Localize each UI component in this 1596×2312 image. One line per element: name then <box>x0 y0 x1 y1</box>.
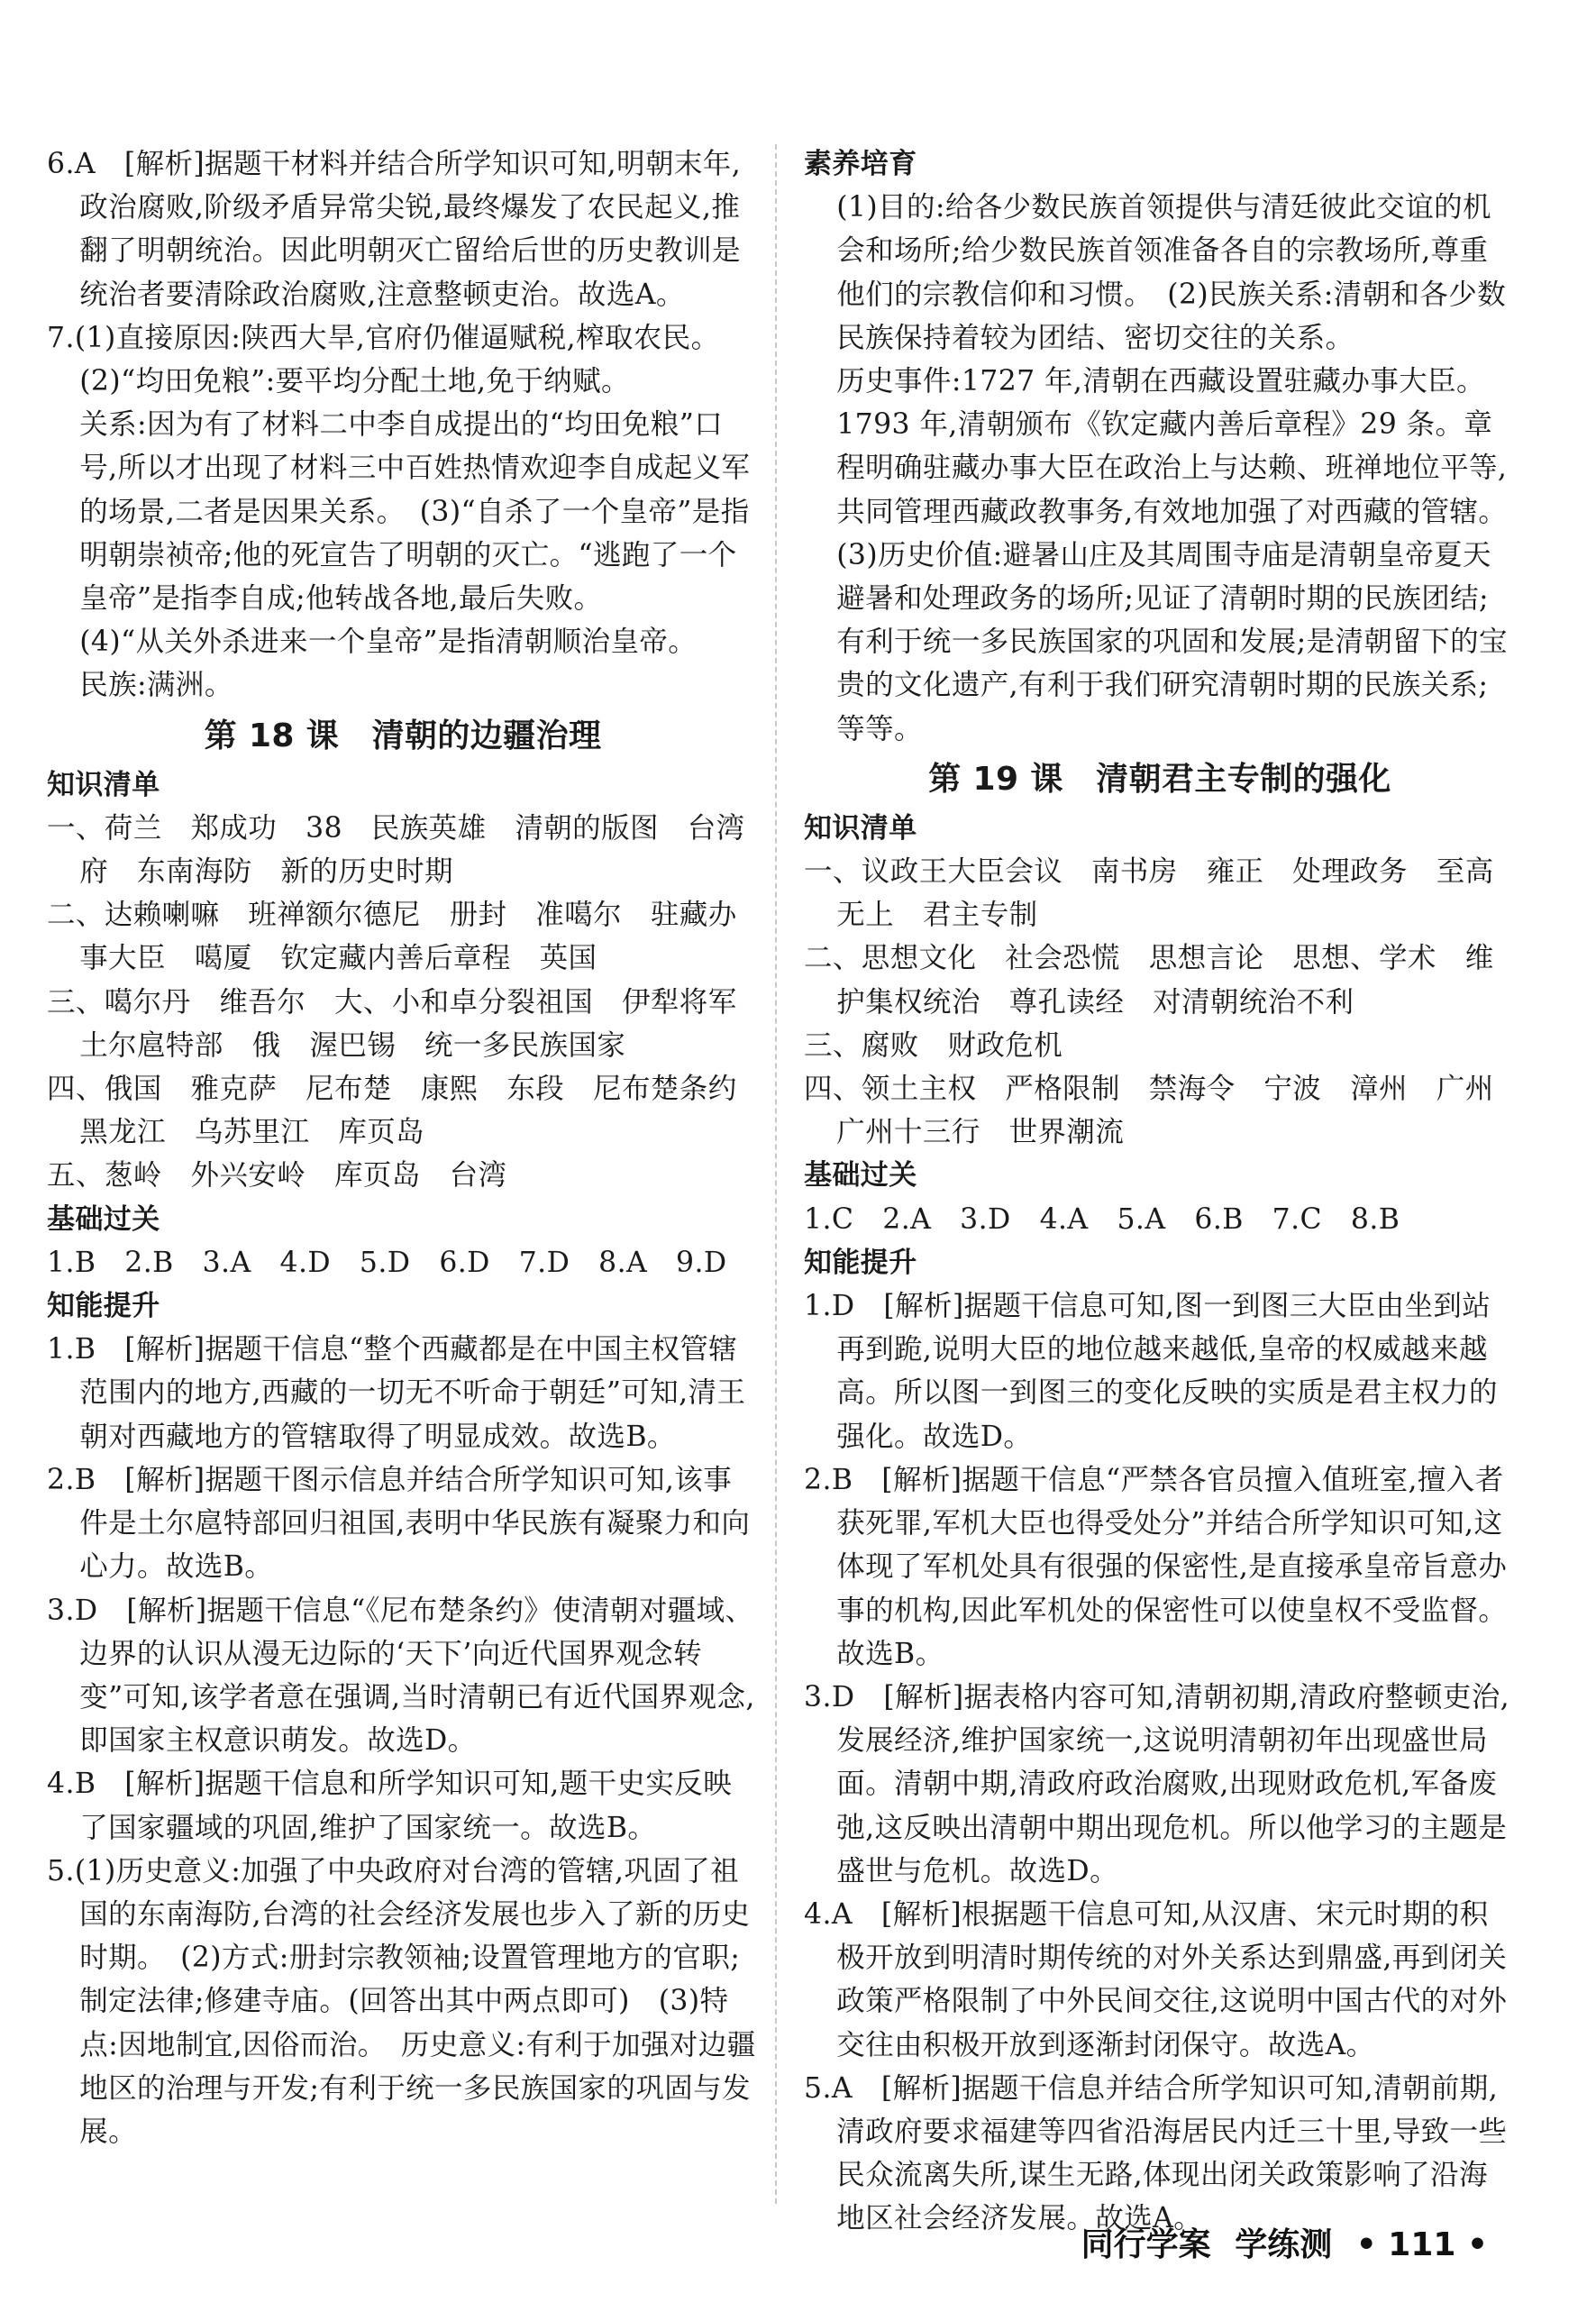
page-footer <box>1069 2219 1488 2265</box>
section-improve: 知能提升 <box>47 1290 160 1323</box>
answer-6: 6.A [解析]据题干材料并结合所学知识可知,明朝末年,政治腐败,阶级矛盾异常尖锐,最终爆发了农民起义,推翻了明朝统治。因此明朝灭亡留给后世的历史教训是统治者要清除政治腐败,注意整顿吏治。故选A。 <box>47 148 742 311</box>
answer-7-part-2: (2)“均田免粮”:要平均分配土地,免于纳赋。 <box>79 365 630 398</box>
section-basic: 基础过关 <box>804 1159 917 1193</box>
page-number: • 111 • <box>1355 2226 1488 2263</box>
improve-answer-1: 1.B [解析]据题干信息“整个西藏都是在中国主权管辖范围内的地方,西藏的一切无不听命于朝廷”可知,清王朝对西藏地方的管辖取得了明显成效。故选B。 <box>47 1333 746 1453</box>
knowledge-item-3: 三、噶尔丹 维吾尔 大、小和卓分裂祖国 伊犁将军 土尔扈特部 俄 渥巴锡 统一多民族国家 <box>47 985 766 1062</box>
lesson-19-title: 第 19 课 清朝君主专制的强化 <box>928 760 1391 798</box>
basic-answers: 1.B 2.B 3.A 4.D 5.D 6.D 7.D 8.A 9.D <box>47 1246 727 1279</box>
answer-7-relation: 关系:因为有了材料二中李自成提出的“均田免粮”口号,所以才出现了材料三中百姓热情欢迎李自成起义军的场景,二者是因果关系。 (3)“自杀了一个皇帝”是指明朝崇祯帝;他的死宣告了明朝的灭亡。“逃跑了一个皇帝”是指李自成;他转战各地,最后失败。 <box>79 408 751 616</box>
improve-answer-4: 4.B [解析]据题干信息和所学知识可知,题干史实反映了国家疆域的巩固,维护了国家统一。故选B。 <box>47 1768 733 1844</box>
knowledge-item-2: 二、达赖喇嘛 班禅额尔德尼 册封 准噶尔 驻藏办事大臣 噶厦 钦定藏内善后章程 英国 <box>47 899 737 975</box>
knowledge-item-1: 一、议政王大臣会议 南书房 雍正 处理政务 至高无上 君主专制 <box>804 855 1494 932</box>
section-literacy: 素养培育 <box>804 148 917 180</box>
improve-answer-5: 5.(1)历史意义:加强了中央政府对台湾的管辖,巩固了祖国的东南海防,台湾的社会经济发展也步入了新的历史时期。 (2)方式:册封宗教领袖;设置管理地方的官职;制定法律;修建寺庙。(回答出其中两点即可) (3)特点:因地制宜,因俗而治。 历史意义:有利于加强对边疆地区的治理与开发;有利于统一多民族国家的巩固与发展。 <box>47 1854 756 2148</box>
section-improve: 知能提升 <box>804 1246 917 1279</box>
knowledge-item-4: 四、领土主权 严格限制 禁海令 宁波 漳州 广州 广州十三行 世界潮流 <box>804 1073 1523 1149</box>
section-knowledge-list: 知识清单 <box>47 768 160 801</box>
improve-answer-4: 4.A [解析]根据题干信息可知,从汉唐、宋元时期的积极开放到明清时期传统的对外关系达到鼎盛,再到闭关政策严格限制了中外民间交往,这说明中国古代的对外交往由积极开放到逐渐封闭保守。故选A。 <box>804 1897 1508 2061</box>
footer-brand: 同行学案 <box>1081 2226 1211 2263</box>
left-column <box>47 142 766 2153</box>
answer-7-part-4: (4)“从关外杀进来一个皇帝”是指清朝顺治皇帝。 <box>79 626 698 659</box>
knowledge-item-4: 四、俄国 雅克萨 尼布楚 康熙 东段 尼布楚条约 黑龙江 乌苏里江 库页岛 <box>47 1073 766 1149</box>
literacy-answer-1: (1)目的:给各少数民族首领提供与清廷彼此交谊的机会和场所;给少数民族首领准备各自的宗教场所,尊重他们的宗教信仰和习惯。 (2)民族关系:清朝和各少数民族保持着较为团结、密切交往的关系。 <box>836 191 1507 354</box>
improve-answer-2: 2.B [解析]据题干图示信息并结合所学知识可知,该事件是土尔扈特部回归祖国,表明中华民族有凝聚力和向心力。故选B。 <box>47 1463 751 1584</box>
improve-answer-2: 2.B [解析]据题干信息“严禁各官员擅入值班室,擅入者获死罪,军机大臣也得受处分”并结合所学知识可知,这体现了军机处具有很强的保密性,是直接承皇帝旨意办事的机构,因此军机处的保密性可以使皇权不受监督。故选B。 <box>804 1463 1508 1670</box>
literacy-answer-2: 历史事件:1727 年,清朝在西藏设置驻藏办事大臣。1793 年,清朝颁布《钦定藏内善后章程》29 条。章程明确驻藏办事大臣在政治上与达赖、班禅地位平等,共同管理西藏政教事务,有效地加强了对西藏的管辖。 (3)历史价值:避暑山庄及其周围寺庙是清朝皇帝夏天避暑和处理政务的场所;见证了清朝时期的民族团结;有利于统一多民族国家的巩固和发展;是清朝留下的宝贵的文化遗产,有利于我们研究清朝时期的民族关系;等等。 <box>836 365 1522 745</box>
knowledge-item-2: 二、思想文化 社会恐慌 思想言论 思想、学术 维护集权统治 尊孔读经 对清朝统治不利 <box>804 942 1494 1019</box>
answer-7-ethnicity: 民族:满洲。 <box>79 669 233 702</box>
knowledge-item-1: 一、荷兰 郑成功 38 民族英雄 清朝的版图 台湾府 东南海防 新的历史时期 <box>47 811 745 889</box>
right-column <box>804 142 1523 2241</box>
knowledge-item-3: 三、腐败 财政危机 <box>804 1028 1063 1062</box>
improve-answer-3: 3.D [解析]据题干信息“《尼布楚条约》使清朝对疆域、边界的认识从漫无边际的‘天下’向近代国界观念转变”可知,该学者意在强调,当时清朝已有近代国界观念,即国家主权意识萌发。故选D。 <box>47 1594 755 1758</box>
improve-answer-3: 3.D [解析]据表格内容可知,清朝初期,清政府整顿吏治,发展经济,维护国家统一,这说明清朝初年出现盛世局面。清朝中期,清政府政治腐败,出现财政危机,军备废弛,这反映出清朝中期出现危机。所以他学习的主题是盛世与危机。故选D。 <box>804 1680 1510 1887</box>
improve-answer-1: 1.D [解析]据题干信息可知,图一到图三大臣由坐到站再到跪,说明大臣的地位越来越低,皇帝的权威越来越高。所以图一到图三的变化反映的实质是君主权力的强化。故选D。 <box>804 1290 1498 1453</box>
lesson-18-title: 第 18 课 清朝的边疆治理 <box>204 717 602 754</box>
section-basic: 基础过关 <box>47 1202 160 1236</box>
knowledge-item-5: 五、葱岭 外兴安岭 库页岛 台湾 <box>47 1159 507 1193</box>
improve-answer-5: 5.A [解析]据题干信息并结合所学知识可知,清朝前期,清政府要求福建等四省沿海居民内迁三十里,导致一些民众流离失所,谋生无路,体现出闭关政策影响了沿海地区社会经济发展。故选A。 <box>804 2071 1508 2235</box>
column-divider <box>775 144 777 2204</box>
answer-7-part-1: 7.(1)直接原因:陕西大旱,官府仍催逼赋税,榨取农民。 <box>47 321 720 354</box>
footer-series: 学练测 <box>1235 2226 1333 2263</box>
section-knowledge-list: 知识清单 <box>804 811 917 845</box>
basic-answers: 1.C 2.A 3.D 4.A 5.A 6.B 7.C 8.B <box>804 1202 1400 1236</box>
